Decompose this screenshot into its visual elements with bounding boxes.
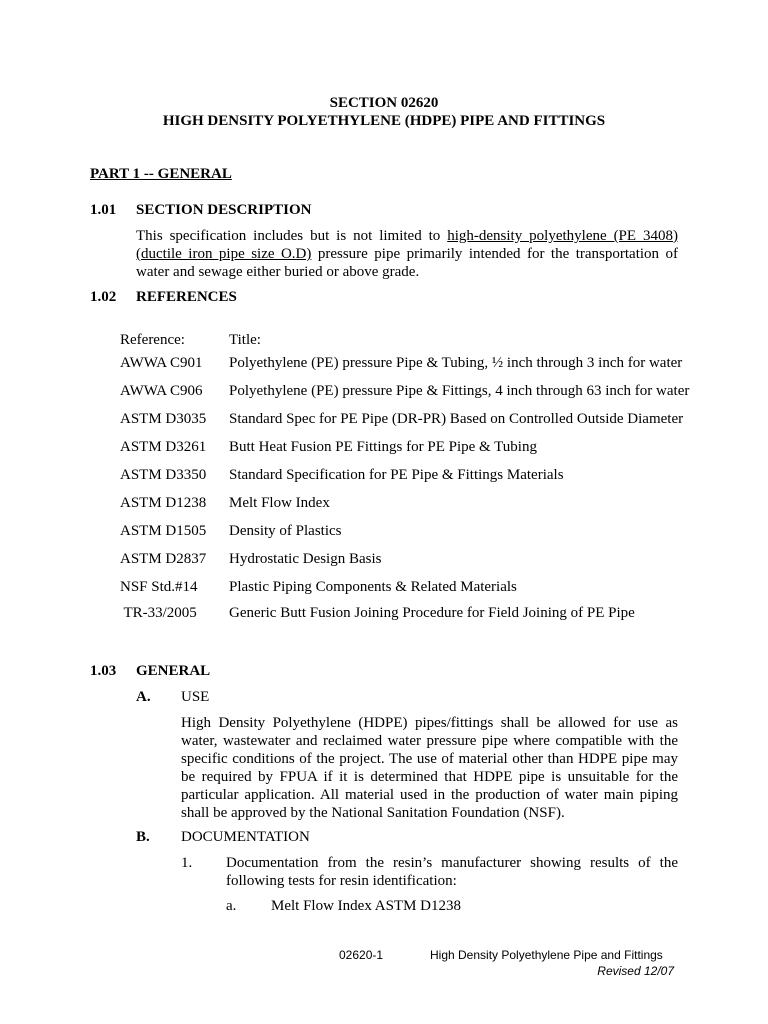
- title-column-header: Title:: [229, 332, 261, 348]
- reference-code: AWWA C901: [120, 355, 203, 371]
- reference-title: Butt Heat Fusion PE Fittings for PE Pipe & Tubing: [229, 439, 537, 455]
- part-heading: PART 1 -- GENERAL: [90, 166, 232, 182]
- description-line-2: (ductile iron pipe size O.D) pressure pipe primarily intended for the transportation of: [136, 246, 678, 262]
- section-1-01-number: 1.01: [90, 202, 117, 218]
- use-line: High Density Polyethylene (HDPE) pipes/fittings shall be allowed for use as: [181, 715, 678, 731]
- section-description-paragraph: [136, 227, 678, 281]
- reference-row: [120, 466, 720, 484]
- sub-item-a-letter: a.: [226, 898, 237, 914]
- reference-row: [120, 438, 720, 456]
- reference-row: [120, 578, 720, 596]
- subsection-a-heading: USE: [181, 689, 210, 705]
- reference-title: Melt Flow Index: [229, 495, 330, 511]
- reference-title: Standard Spec for PE Pipe (DR-PR) Based on Controlled Outside Diameter: [229, 411, 684, 427]
- item-1-paragraph: [226, 854, 678, 890]
- subsection-b-letter: B.: [136, 829, 150, 845]
- section-title: HIGH DENSITY POLYETHYLENE (HDPE) PIPE AND FITTINGS: [162, 113, 606, 129]
- reference-title: Plastic Piping Components & Related Materials: [229, 579, 517, 595]
- subsection-b-heading: DOCUMENTATION: [181, 829, 310, 845]
- section-1-03-number: 1.03: [90, 663, 117, 679]
- footer-revision: Revised 12/07: [597, 964, 674, 978]
- use-line: water, wastewater and reclaimed water pressure pipe where compatible with the: [181, 733, 678, 749]
- use-line: specific conditions of the project. The use of material other than HDPE pipe may: [181, 751, 678, 767]
- reference-row: [120, 382, 720, 400]
- description-line-3: water and sewage either buried or above grade.: [136, 264, 420, 280]
- footer-document-title: High Density Polyethylene Pipe and Fittings: [430, 948, 663, 962]
- reference-row: [120, 604, 720, 622]
- use-paragraph: [181, 714, 678, 822]
- use-line: shall be approved by the National Sanitation Foundation (NSF).: [181, 805, 565, 821]
- reference-code: ASTM D2837: [120, 551, 207, 567]
- item-1-number: 1.: [181, 855, 193, 871]
- references-header-row: [120, 331, 720, 349]
- description-line-1: This specification includes but is not limited to high-density polyethylene (PE 3408): [136, 228, 678, 244]
- reference-title: Density of Plastics: [229, 523, 342, 539]
- reference-code: ASTM D1238: [120, 495, 207, 511]
- subsection-a-letter: A.: [136, 689, 151, 705]
- reference-row: [120, 550, 720, 568]
- reference-title: Hydrostatic Design Basis: [229, 551, 382, 567]
- use-line: be required by FPUA if it is determined that HDPE pipe is unsuitable for the: [181, 769, 678, 785]
- reference-row: [120, 354, 720, 372]
- item-1-line: Documentation from the resin’s manufacturer showing results of the: [226, 855, 678, 871]
- reference-title: Standard Specification for PE Pipe & Fittings Materials: [229, 467, 564, 483]
- reference-code: NSF Std.#14: [120, 579, 198, 595]
- reference-code: ASTM D3261: [120, 439, 207, 455]
- item-1-line: following tests for resin identification:: [226, 873, 457, 889]
- section-1-03-heading: GENERAL: [136, 663, 211, 679]
- section-1-02-heading: REFERENCES: [136, 289, 237, 305]
- section-number: SECTION 02620: [329, 95, 439, 111]
- sub-item-a-text: Melt Flow Index ASTM D1238: [271, 898, 462, 914]
- reference-code: ASTM D3035: [120, 411, 207, 427]
- reference-code: ASTM D1505: [120, 523, 207, 539]
- reference-title: Generic Butt Fusion Joining Procedure for Field Joining of PE Pipe: [229, 605, 635, 621]
- section-1-02-number: 1.02: [90, 289, 117, 305]
- dips-term: (ductile iron pipe size O.D): [136, 246, 312, 262]
- section-1-01-heading: SECTION DESCRIPTION: [136, 202, 312, 218]
- reference-row: [120, 410, 720, 428]
- reference-code: TR-33/2005: [120, 605, 197, 621]
- reference-column-header: Reference:: [120, 332, 185, 348]
- reference-row: [120, 494, 720, 512]
- pe3408-term: high-density polyethylene (PE 3408): [447, 228, 678, 244]
- reference-code: AWWA C906: [120, 383, 203, 399]
- reference-code: ASTM D3350: [120, 467, 207, 483]
- footer-page-number: 02620-1: [339, 948, 384, 962]
- reference-title: Polyethylene (PE) pressure Pipe & Tubing, ½ inch through 3 inch for water: [229, 355, 683, 371]
- reference-title: Polyethylene (PE) pressure Pipe & Fittings, 4 inch through 63 inch for water: [229, 383, 690, 399]
- use-line: particular application. All material used in the production of water main piping: [181, 787, 678, 803]
- reference-row: [120, 522, 720, 540]
